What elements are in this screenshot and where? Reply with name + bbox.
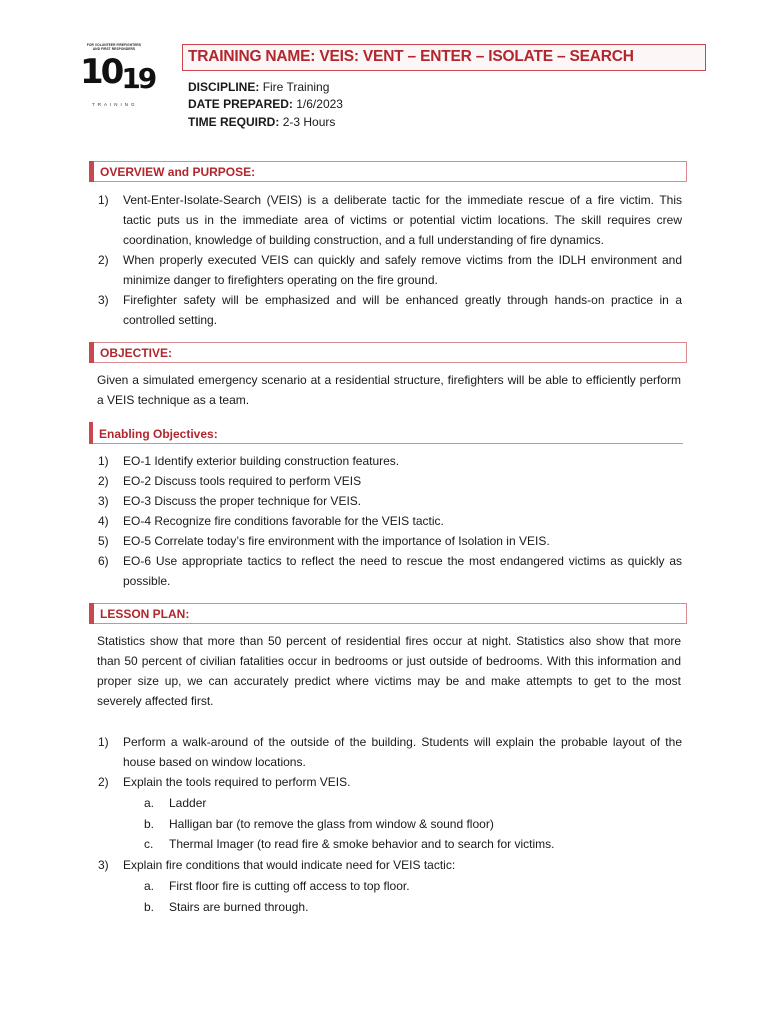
sub-list-letter: b. [144, 900, 155, 914]
discipline-label: DISCIPLINE: [188, 80, 260, 94]
sub-list-letter: a. [144, 796, 155, 810]
logo-subtitle: TRAINING [92, 102, 138, 107]
list-number: 2) [98, 775, 109, 789]
list-text: Firefighter safety will be emphasized and will be enhanced greatly through hands-on practice in a controlled setting. [123, 293, 682, 327]
page-title: TRAINING NAME: VEIS: VENT – ENTER – ISOLATE – SEARCH [188, 48, 634, 65]
list-number: 1) [98, 454, 109, 468]
date-value: 1/6/2023 [296, 97, 343, 111]
title-box [182, 44, 706, 71]
objective-text: Given a simulated emergency scenario at a residential structure, firefighters will be able to efficiently perform a VEIS technique as a team. [97, 373, 681, 407]
list-number: 3) [98, 494, 109, 508]
time-value: 2-3 Hours [282, 115, 336, 129]
logo [80, 43, 155, 110]
list-text: EO-4 Recognize fire conditions favorable for the VEIS tactic. [123, 514, 444, 528]
list-text: Perform a walk-around of the outside of the building. Students will explain the probable layout of the house based on window locations. [123, 735, 682, 769]
list-text: When properly executed VEIS can quickly and safely remove victims from the IDLH environment and minimize danger to firefighters operating on the fire ground. [123, 253, 682, 287]
time-label: TIME REQUIRD: [188, 115, 280, 129]
overview-heading: OVERVIEW and PURPOSE: [100, 165, 256, 179]
logo-number [80, 52, 154, 94]
meta-time [188, 115, 335, 129]
date-label: DATE PREPARED: [188, 97, 293, 111]
meta-date [188, 97, 343, 111]
sub-list-text: Ladder [169, 796, 207, 810]
sub-list-text: Halligan bar (to remove the glass from window & sound floor) [169, 817, 494, 831]
list-text: Explain the tools required to perform VEIS. [123, 775, 351, 789]
sub-list-letter: c. [144, 837, 154, 851]
overview-heading-box [89, 161, 687, 182]
logo-tagline: FOR VOLUNTEER FIREFIGHTERS AND FIRST RESPONDERS [86, 43, 142, 51]
list-text: Vent-Enter-Isolate-Search (VEIS) is a deliberate tactic for the immediate rescue of a fire victim. This tactic puts us in the immediate area of victims or potential victim locations. The skill requires crew coordination, knowledge of building construction, and a full understanding of fire dynamics. [123, 193, 682, 247]
meta-discipline [188, 80, 329, 94]
list-text: EO-3 Discuss the proper technique for VEIS. [123, 494, 362, 508]
sub-list-text: Thermal Imager (to read fire & smoke behavior and to search for victims. [169, 837, 555, 851]
objective-heading-box [89, 342, 687, 363]
list-text: Explain fire conditions that would indicate need for VEIS tactic: [123, 858, 456, 872]
logo-number-top: 10 [80, 52, 122, 92]
lesson-intro: Statistics show that more than 50 percent of residential fires occur at night. Statistics also show that more than 50 percent of civilian fatalities occur in bedrooms or just outside of bedrooms. With this information and proper size up, we can accurately predict where victims may be and make attempts to get to the most severely affected first. [97, 634, 681, 708]
list-text: EO-2 Discuss tools required to perform VEIS [123, 474, 362, 488]
lesson-heading-box [89, 603, 687, 624]
discipline-value: Fire Training [262, 80, 330, 94]
enabling-heading-box [89, 422, 683, 444]
sub-list-text: Stairs are burned through. [169, 900, 309, 914]
list-number: 5) [98, 534, 109, 548]
list-number: 3) [98, 293, 109, 307]
list-text: EO-5 Correlate today’s fire environment with the importance of Isolation in VEIS. [123, 534, 550, 548]
list-number: 1) [98, 735, 109, 749]
sub-list-letter: b. [144, 817, 155, 831]
list-text: EO-6 Use appropriate tactics to reflect the need to rescue the most endangered victims as quickly as possible. [123, 554, 682, 588]
list-number: 1) [98, 193, 109, 207]
list-text: EO-1 Identify exterior building construction features. [123, 454, 400, 468]
objective-heading: OBJECTIVE: [100, 346, 173, 360]
list-number: 3) [98, 858, 109, 872]
list-number: 2) [98, 474, 109, 488]
sub-list-letter: a. [144, 879, 155, 893]
enabling-heading: Enabling Objectives: [99, 427, 218, 441]
lesson-heading: LESSON PLAN: [100, 607, 190, 621]
list-number: 2) [98, 253, 109, 267]
logo-number-bottom: 19 [121, 62, 155, 95]
sub-list-text: First floor fire is cutting off access to top floor. [169, 879, 410, 893]
list-number: 6) [98, 554, 109, 568]
list-number: 4) [98, 514, 109, 528]
